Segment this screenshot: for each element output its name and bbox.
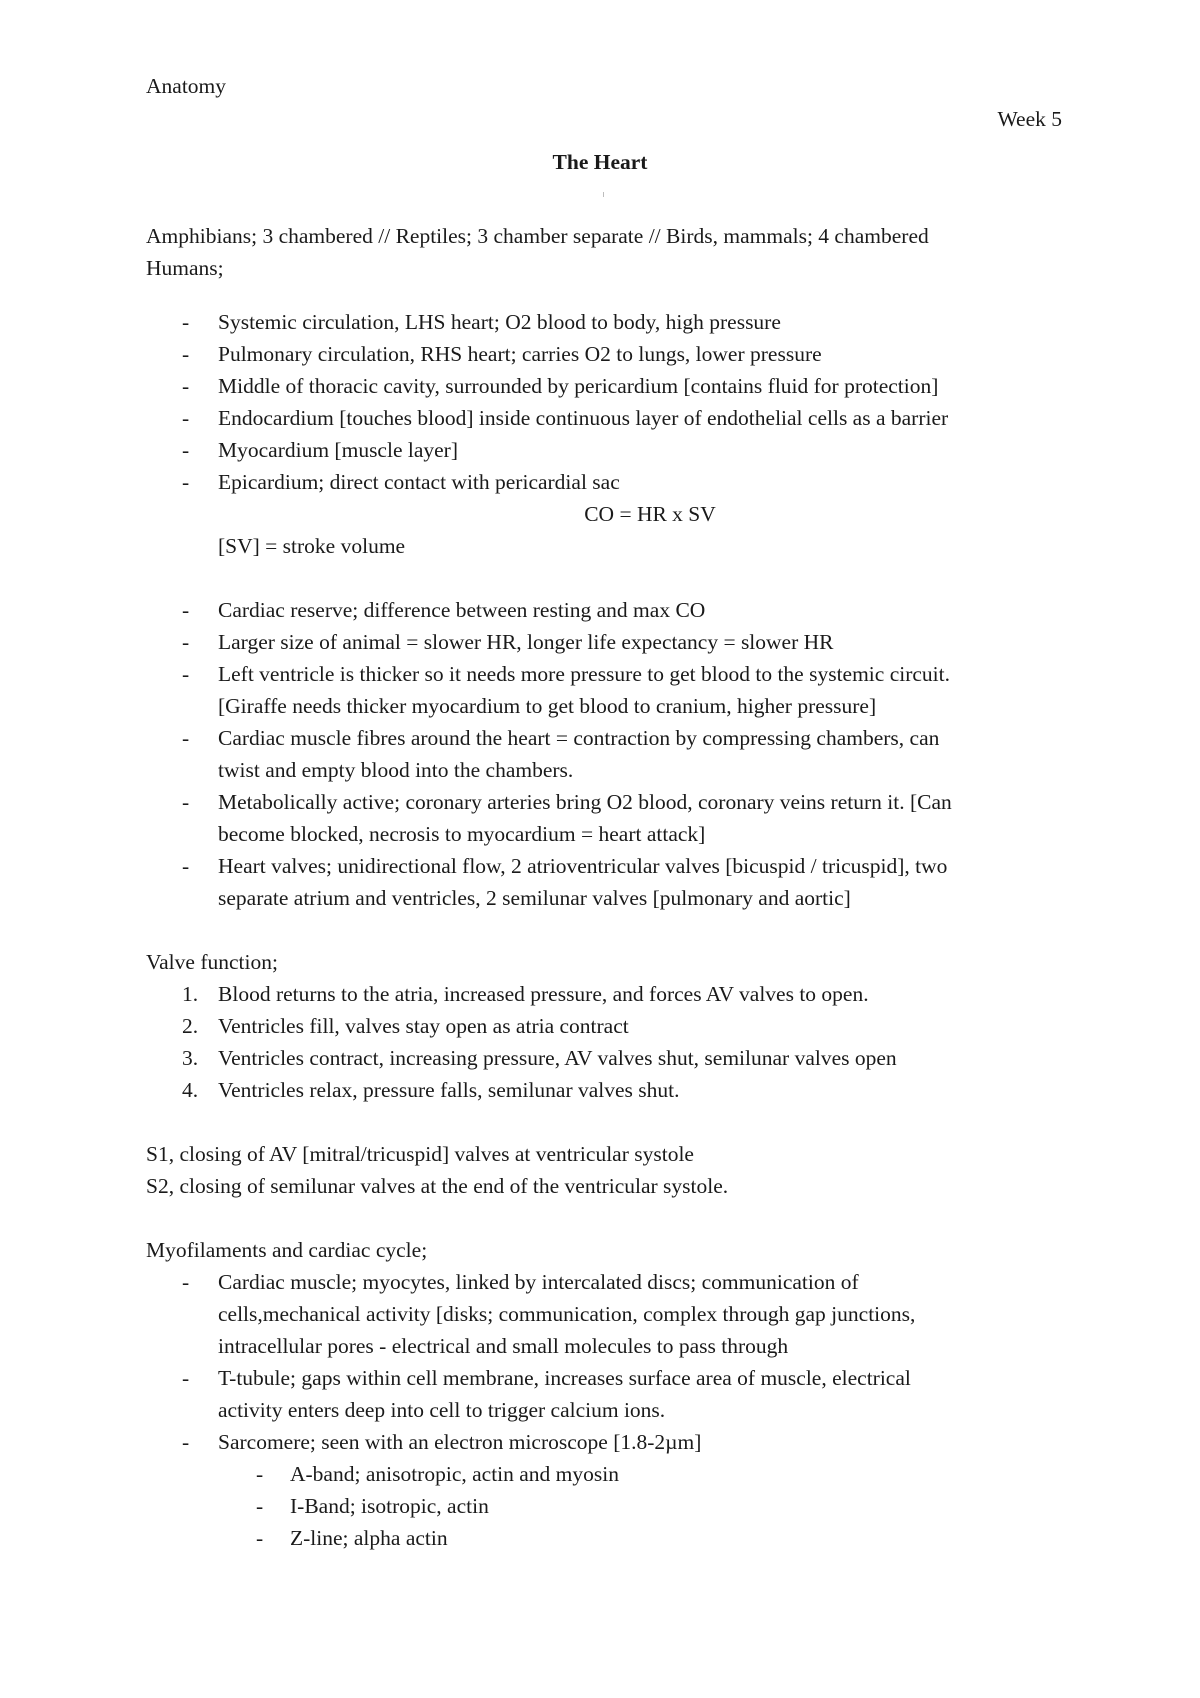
bullet-dash: -	[182, 854, 190, 878]
list-item: Systemic circulation, LHS heart; O2 blood to body, high pressure	[218, 310, 781, 334]
list-item: Epicardium; direct contact with pericardial sac	[218, 470, 620, 494]
sub-bullet-dash: -	[256, 1462, 264, 1486]
list-item: Cardiac reserve; difference between resting and max CO	[218, 598, 706, 622]
list-item-continued: cells,mechanical activity [disks; communication, complex through gap junctions,	[218, 1302, 916, 1326]
list-item-continued: separate atrium and ventricles, 2 semilunar valves [pulmonary and aortic]	[218, 886, 851, 910]
bullet-dash: -	[182, 790, 190, 814]
step-number: 3.	[182, 1046, 199, 1070]
list-item-continued: activity enters deep into cell to trigger calcium ions.	[218, 1398, 666, 1422]
list-item: Larger size of animal = slower HR, longer life expectancy = slower HR	[218, 630, 834, 654]
list-item: T-tubule; gaps within cell membrane, increases surface area of muscle, electrical	[218, 1366, 911, 1390]
step-text: Ventricles relax, pressure falls, semilunar valves shut.	[218, 1078, 680, 1102]
bullet-dash: -	[182, 1366, 190, 1390]
subject-label: Anatomy	[146, 74, 227, 98]
sub-list-item: A-band; anisotropic, actin and myosin	[290, 1462, 619, 1486]
intro-line-1: Amphibians; 3 chambered // Reptiles; 3 chamber separate // Birds, mammals; 4 chambered	[146, 224, 929, 248]
page-title: The Heart	[552, 150, 648, 174]
list-item: Middle of thoracic cavity, surrounded by pericardium [contains fluid for protection]	[218, 374, 939, 398]
formula: CO = HR x SV	[584, 502, 716, 526]
step-text: Ventricles contract, increasing pressure, AV valves shut, semilunar valves open	[218, 1046, 897, 1070]
sv-note: [SV] = stroke volume	[218, 534, 406, 558]
step-number: 1.	[182, 982, 199, 1006]
list-item: Myocardium [muscle layer]	[218, 438, 458, 462]
s2-line: S2, closing of semilunar valves at the end of the ventricular systole.	[146, 1174, 729, 1198]
sub-bullet-dash: -	[256, 1526, 264, 1550]
s1-line: S1, closing of AV [mitral/tricuspid] valves at ventricular systole	[146, 1142, 694, 1166]
list-item-continued: [Giraffe needs thicker myocardium to get blood to cranium, higher pressure]	[218, 694, 877, 718]
stray-mark	[603, 192, 604, 197]
bullet-dash: -	[182, 1270, 190, 1294]
list-item: Pulmonary circulation, RHS heart; carries O2 to lungs, lower pressure	[218, 342, 822, 366]
list-item: Endocardium [touches blood] inside continuous layer of endothelial cells as a barrier	[218, 406, 949, 430]
bullet-dash: -	[182, 310, 190, 334]
step-text: Ventricles fill, valves stay open as atria contract	[218, 1014, 629, 1038]
bullet-dash: -	[182, 406, 190, 430]
list-item: Sarcomere; seen with an electron microscope [1.8-2µm]	[218, 1430, 702, 1454]
list-item-continued: twist and empty blood into the chambers.	[218, 758, 574, 782]
list-item: Cardiac muscle fibres around the heart = contraction by compressing chambers, can	[218, 726, 940, 750]
bullet-dash: -	[182, 630, 190, 654]
bullet-dash: -	[182, 1430, 190, 1454]
bullet-dash: -	[182, 662, 190, 686]
bullet-dash: -	[182, 342, 190, 366]
sub-list-item: Z-line; alpha actin	[290, 1526, 448, 1550]
intro-line-2: Humans;	[146, 256, 224, 280]
list-item: Heart valves; unidirectional flow, 2 atrioventricular valves [bicuspid / tricuspid], two	[218, 854, 948, 878]
valve-heading: Valve function;	[146, 950, 278, 974]
list-item-continued: become blocked, necrosis to myocardium = heart attack]	[218, 822, 706, 846]
list-item-continued: intracellular pores - electrical and small molecules to pass through	[218, 1334, 789, 1358]
sub-list-item: I-Band; isotropic, actin	[290, 1494, 489, 1518]
bullet-dash: -	[182, 598, 190, 622]
list-item: Cardiac muscle; myocytes, linked by intercalated discs; communication of	[218, 1270, 859, 1294]
sub-bullet-dash: -	[256, 1494, 264, 1518]
myo-heading: Myofilaments and cardiac cycle;	[146, 1238, 428, 1262]
list-item: Left ventricle is thicker so it needs more pressure to get blood to the systemic circuit.	[218, 662, 950, 686]
bullet-dash: -	[182, 470, 190, 494]
step-number: 2.	[182, 1014, 199, 1038]
bullet-dash: -	[182, 726, 190, 750]
bullet-dash: -	[182, 374, 190, 398]
step-number: 4.	[182, 1078, 199, 1102]
step-text: Blood returns to the atria, increased pressure, and forces AV valves to open.	[218, 982, 869, 1006]
list-item: Metabolically active; coronary arteries bring O2 blood, coronary veins return it. [Can	[218, 790, 952, 814]
bullet-dash: -	[182, 438, 190, 462]
week-label: Week 5	[997, 107, 1062, 131]
